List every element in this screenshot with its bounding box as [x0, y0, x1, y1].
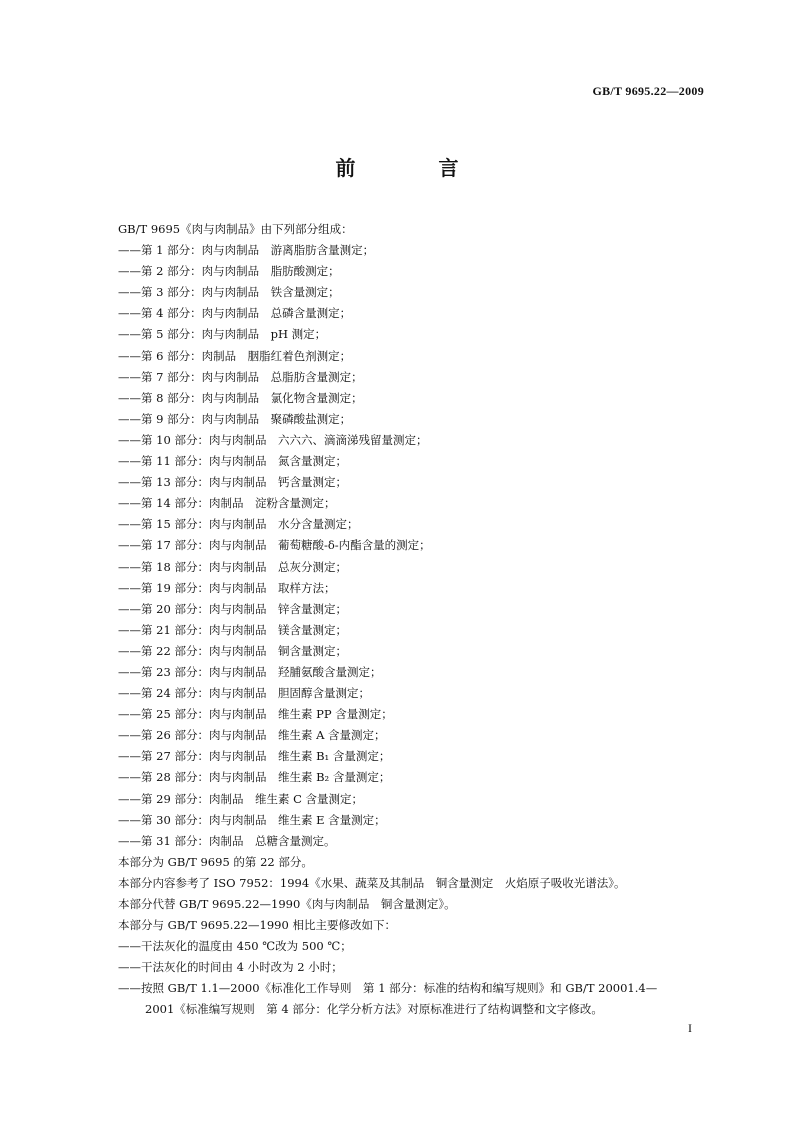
list-item: ——第 7 部分：肉与肉制品 总脂肪含量测定；: [118, 369, 363, 384]
list-item: ——第 8 部分：肉与肉制品 氯化物含量测定；: [118, 390, 363, 405]
list-item: ——第 28 部分：肉与肉制品 维生素 B₂ 含量测定；: [118, 770, 391, 785]
list-item: ——第 18 部分：肉与肉制品 总灰分测定；: [118, 559, 347, 574]
list-item: ——第 6 部分：肉制品 胭脂红着色剂测定；: [118, 348, 352, 363]
list-item: ——第 31 部分：肉制品 总糖含量测定。: [118, 833, 336, 848]
list-item: ——第 22 部分：肉与肉制品 铜含量测定；: [118, 643, 347, 658]
list-item: ——第 2 部分：肉与肉制品 脂肪酸测定；: [118, 264, 340, 279]
list-item: ——第 9 部分：肉与肉制品 聚磷酸盐测定；: [118, 411, 352, 426]
page-title: 前 言: [335, 156, 497, 180]
list-item: ——按照 GB/T 1.1—2000《标准化工作导则 第 1 部分：标准的结构和编写规则》和 GB/T 20001.4—: [118, 981, 658, 996]
list-item: ——第 30 部分：肉与肉制品 维生素 E 含量测定；: [118, 812, 386, 827]
list-item: ——第 24 部分：肉与肉制品 胆固醇含量测定；: [118, 686, 370, 701]
list-item: ——第 15 部分：肉与肉制品 水分含量测定；: [118, 517, 359, 532]
list-item: ——干法灰化的温度由 450 ℃改为 500 ℃；: [118, 939, 352, 954]
foreword-body: [118, 219, 718, 1021]
list-item: ——第 23 部分：肉与肉制品 羟脯氨酸含量测定；: [118, 664, 382, 679]
list-item: ——第 11 部分：肉与肉制品 氮含量测定；: [118, 454, 347, 469]
intro-line: GB/T 9695《肉与肉制品》由下列部分组成：: [118, 222, 353, 236]
list-item: ——第 4 部分：肉与肉制品 总磷含量测定；: [118, 306, 352, 321]
list-item: ——干法灰化的时间由 4 小时改为 2 小时；: [118, 960, 343, 975]
list-item: ——第 14 部分：肉制品 淀粉含量测定；: [118, 496, 336, 511]
list-item: ——第 10 部分：肉与肉制品 六六六、滴滴涕残留量测定；: [118, 432, 428, 447]
list-item: ——第 13 部分：肉与肉制品 钙含量测定；: [118, 475, 347, 490]
document-code: GB/T 9695.22—2009: [592, 84, 704, 98]
list-item: ——第 5 部分：肉与肉制品 pH 测定；: [118, 327, 327, 342]
list-item: ——第 1 部分：肉与肉制品 游离脂肪含量测定；: [118, 243, 375, 258]
paragraph: 本部分代替 GB/T 9695.22—1990《肉与肉制品 铜含量测定》。: [118, 897, 456, 911]
paragraph: 本部分与 GB/T 9695.22—1990 相比主要修改如下：: [118, 918, 396, 933]
list-item: ——第 25 部分：肉与肉制品 维生素 PP 含量测定；: [118, 707, 393, 722]
list-item-continuation: 2001《标准编写规则 第 4 部分：化学分析方法》对原标准进行了结构调整和文字修改。: [145, 1002, 603, 1017]
list-item: ——第 27 部分：肉与肉制品 维生素 B₁ 含量测定；: [118, 749, 391, 764]
paragraph: 本部分为 GB/T 9695 的第 22 部分。: [118, 854, 313, 869]
list-item: ——第 29 部分：肉制品 维生素 C 含量测定；: [118, 791, 364, 806]
list-item: ——第 21 部分：肉与肉制品 镁含量测定；: [118, 622, 347, 637]
list-item: ——第 26 部分：肉与肉制品 维生素 A 含量测定；: [118, 728, 386, 743]
list-item: ——第 3 部分：肉与肉制品 铁含量测定；: [118, 285, 340, 300]
list-item: ——第 20 部分：肉与肉制品 锌含量测定；: [118, 601, 347, 616]
list-item: ——第 17 部分：肉与肉制品 葡萄糖酸-δ-内酯含量的测定；: [118, 538, 431, 553]
paragraph: 本部分内容参考了 ISO 7952：1994《水果、蔬菜及其制品 铜含量测定 火焰原子吸收光谱法》。: [118, 875, 626, 890]
page-number: I: [688, 1021, 692, 1035]
list-item: ——第 19 部分：肉与肉制品 取样方法；: [118, 580, 336, 595]
